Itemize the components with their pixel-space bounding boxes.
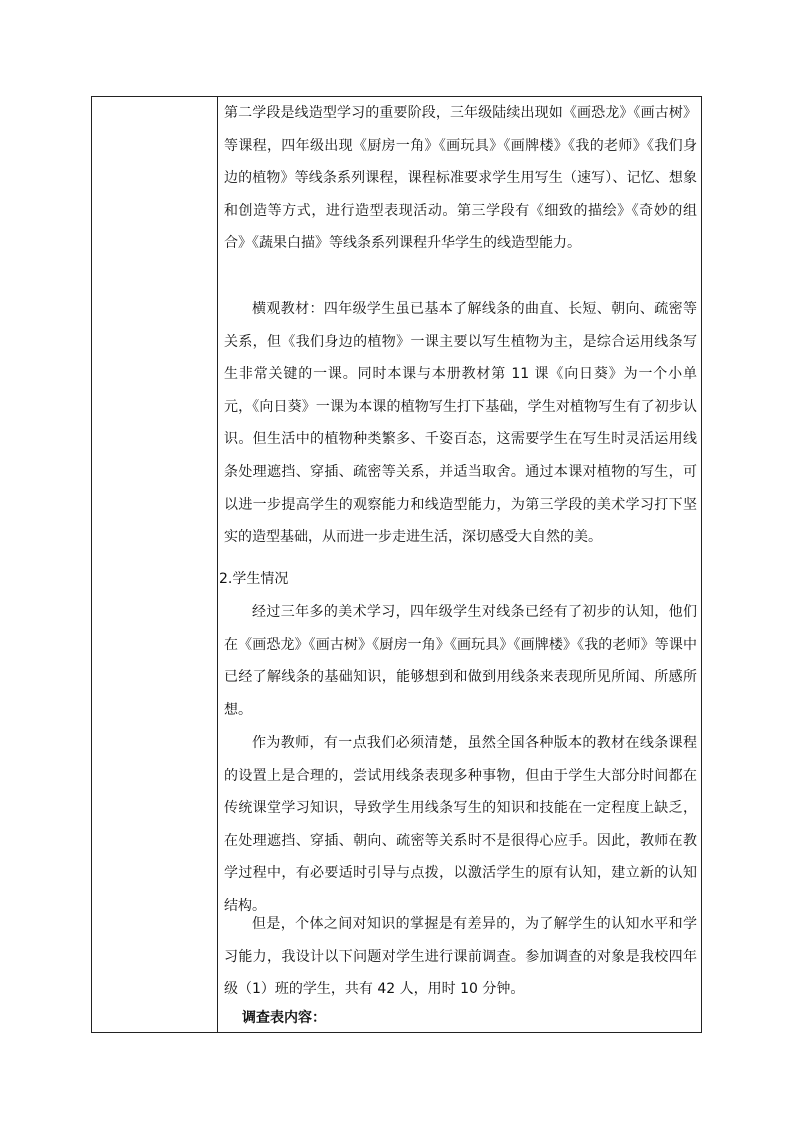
section-heading-student-situation: 2.学生情况 [219,571,289,587]
paragraph-learning-stage: 第二学段是线造型学习的重要阶段，三年级陆续出现如《画恐龙》《画古树》等课程，四年级出现《厨房一角》《画玩具》《画牌楼》《我的老师》《我们身边的植物》等线条系列课程，课程标准要求学生用写生（速写）、记忆、想象和创造等方式，进行造型表现活动。第三学段有《细致的描绘》《奇妙的组合》《蔬果白描》等线条系列课程升华学生的线造型能力。 [224,105,697,252]
paragraph-student-experience: 经过三年多的美术学习，四年级学生对线条已经有了初步的认知，他们在《画恐龙》《画古树》《厨房一角》《画玩具》《画牌楼》《我的老师》等课中已经了解线条的基础知识，能够想到和做到用线条来表现所见所闻、所感所想。 [224,604,697,718]
content-table [91,96,702,1033]
paragraph-textbook-analysis: 横观教材：四年级学生虽已基本了解线条的曲直、长短、朝向、疏密等关系，但《我们身边的植物》一课主要以写生植物为主，是综合运用线条写生非常关键的一课。同时本课与本册教材第 11 课《向日葵》为一个小单元，《向日葵》一课为本课的植物写生打下基础，学生对植物写生有了初步认识。但生活中的植物种类繁多、千姿百态，这需要学生在写生时灵活运用线条处理遮挡、穿插、疏密等关系，并适当取舍。通过本课对植物的写生，可以进一步提高学生的观察能力和线造型能力，为第三学段的美术学习打下坚实的造型基础，从而进一步走进生活，深切感受大自然的美。 [224,301,697,546]
table-right-column [218,97,701,1032]
survey-table-heading: 调查表内容： [242,1010,326,1026]
paragraph-survey-intro: 但是，个体之间对知识的掌握是有差异的，为了解学生的认知水平和学习能力，我设计以下问题对学生进行课前调查。参加调查的对象是我校四年级（1）班的学生，共有 42 人，用时 10 分钟。 [224,916,697,998]
paragraph-teacher-reflection: 作为教师，有一点我们必须清楚，虽然全国各种版本的教材在线条课程的设置上是合理的，尝试用线条表现多种事物，但由于学生大部分时间都在传统课堂学习知识，导致学生用线条写生的知识和技能在一定程度上缺乏，在处理遮挡、穿插、朝向、疏密等关系时不是很得心应手。因此，教师在教学过程中，有必要适时引导与点拨，以激活学生的原有认知，建立新的认知结构。 [224,735,697,914]
table-left-column [92,97,218,1032]
